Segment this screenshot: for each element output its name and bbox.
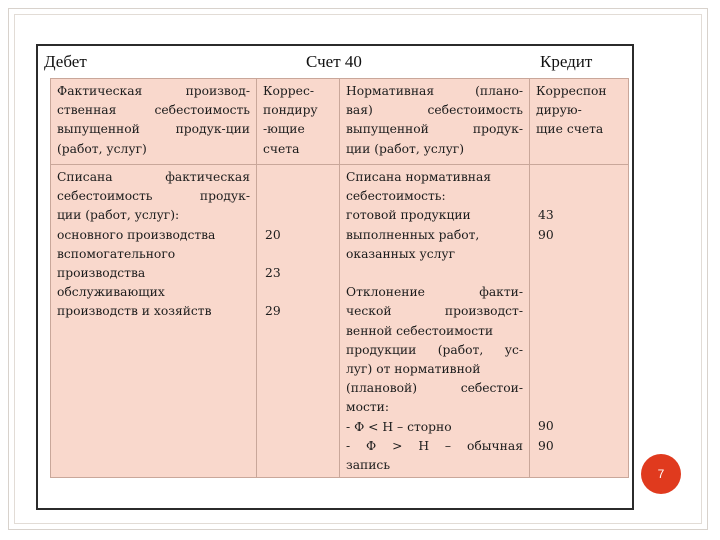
credit-header-line: ции (работ, услуг) [346, 141, 465, 156]
account-heading: Счет 40 [306, 52, 362, 71]
credit-header-line: выпущенной продук- [346, 122, 523, 137]
debit-accounts-cell [257, 165, 340, 478]
credit-entry-line: луг) от нормативной [346, 362, 481, 377]
accounts-header-line: щие счета [536, 122, 604, 137]
accounts-header-line: пондиру [263, 103, 318, 118]
account-number: 29 [265, 304, 281, 319]
debit-header-line: Фактическая производ- [57, 84, 250, 98]
debit-entries-cell [51, 165, 257, 478]
credit-accounts-header-cell [530, 79, 629, 165]
credit-entry-line: оказанных услуг [346, 246, 456, 261]
debit-entry-line: производств и хозяйств [57, 304, 212, 319]
debit-entry-line: Списана фактическая [57, 170, 250, 184]
credit-entry-line: ческой производст- [346, 304, 523, 319]
debit-entry-line: ции (работ, услуг): [57, 208, 180, 223]
debit-entry-line: обслуживающих [57, 285, 165, 300]
accounts-header-line: -ющие [263, 122, 305, 137]
page-number-badge: 7 [641, 454, 681, 494]
credit-entry-line: продукции (работ, ус- [346, 342, 523, 357]
debit-entry-line: вспомогательного [57, 246, 176, 261]
accounts-header-line: Корреспон [536, 84, 607, 98]
credit-entries-cell [340, 165, 530, 478]
account-number: 90 [538, 419, 554, 434]
account-number: 20 [265, 227, 281, 242]
debit-heading: Дебет [44, 52, 87, 71]
debit-accounts-header-cell [257, 79, 340, 165]
credit-header-line: вая) себестоимость [346, 103, 523, 118]
accounts-header-line: счета [263, 141, 300, 156]
table-body-row [51, 165, 629, 478]
credit-entry-line: запись [346, 458, 391, 473]
accounts-header-line: дирую- [536, 103, 582, 118]
credit-entry-line: выполненных работ, [346, 227, 480, 242]
account-number: 43 [538, 208, 554, 223]
debit-entry-line: основного производства [57, 227, 216, 242]
account-number: 23 [265, 265, 281, 280]
credit-accounts-cell [530, 165, 629, 478]
credit-entry-line: Отклонение факти- [346, 285, 523, 300]
accounts-header-line: Коррес- [263, 84, 314, 98]
debit-header-line: ственная себестоимость [57, 103, 250, 118]
credit-entry-line: - Ф > Н – обычная [346, 438, 523, 453]
debit-entry-line: себестоимость продук- [57, 189, 250, 204]
table-header-row [51, 79, 629, 165]
debit-header-line: (работ, услуг) [57, 141, 147, 156]
credit-header-line: Нормативная (плано- [346, 84, 523, 98]
debit-header-cell [51, 79, 257, 165]
credit-entry-line: готовой продукции [346, 208, 471, 223]
account-number: 90 [538, 438, 554, 453]
credit-entry-line: Списана нормативная [346, 170, 492, 184]
debit-header-line: выпущенной продук-ции [57, 122, 250, 137]
account-number: 90 [538, 227, 554, 242]
account-40-table [50, 78, 629, 478]
credit-heading: Кредит [540, 52, 593, 71]
credit-entry-line: себестоимость: [346, 189, 446, 204]
credit-entry-line: мости: [346, 400, 389, 415]
credit-entry-line: венной себестоимости [346, 323, 494, 338]
credit-entry-line: (плановой) себестои- [346, 381, 523, 396]
credit-header-cell [340, 79, 530, 165]
credit-entry-line: - Ф < Н – сторно [346, 419, 452, 434]
debit-entry-line: производства [57, 266, 146, 281]
